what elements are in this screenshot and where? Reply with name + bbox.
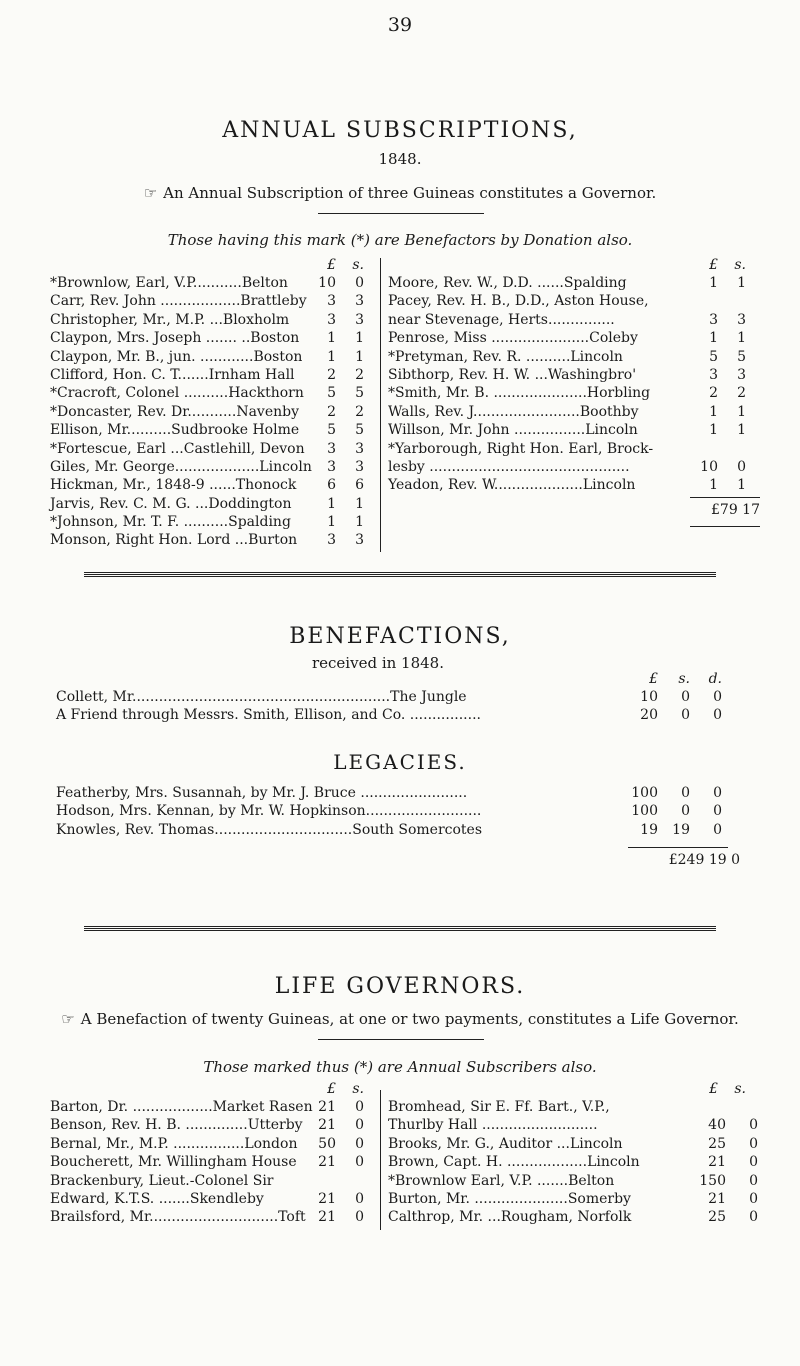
pounds-value: 1 xyxy=(327,495,336,512)
shillings-value: 0 xyxy=(355,1154,364,1171)
list-item xyxy=(388,348,760,366)
list-item xyxy=(388,440,760,458)
pounds-value: 21 xyxy=(318,1099,336,1115)
pounds-value: 25 xyxy=(708,1209,726,1226)
pounds-value: 2 xyxy=(709,385,718,402)
list-item xyxy=(50,1135,372,1153)
annual-note xyxy=(0,184,800,202)
entry-name: Claypon, Mr. B., jun. ............Boston xyxy=(50,348,303,365)
divider xyxy=(318,213,484,214)
list-item xyxy=(56,821,776,839)
shillings-value: 0 xyxy=(737,458,746,475)
list-item xyxy=(388,1190,760,1208)
shillings-value: 0 xyxy=(749,1190,758,1207)
entry-name: near Stevenage, Herts............... xyxy=(388,311,615,328)
entry-name: Hickman, Mr., 1848-9 ......Thonock xyxy=(50,477,297,494)
list-item xyxy=(388,403,760,421)
shilling-header: s. xyxy=(734,257,746,273)
list-item xyxy=(388,1098,760,1116)
column-header xyxy=(388,256,760,274)
entry-name: Edward, K.T.S. .......Skendleby xyxy=(50,1190,264,1207)
annual-left-column xyxy=(50,256,372,550)
pounds-value: 3 xyxy=(709,366,718,383)
column-header xyxy=(50,1080,372,1098)
list-item xyxy=(50,513,372,531)
entry-name: Thurlby Hall .......................... xyxy=(388,1117,598,1134)
pounds-value: 20 xyxy=(640,707,658,724)
shilling-header: s. xyxy=(352,1081,364,1097)
total-rule xyxy=(628,847,728,848)
entry-name: Ellison, Mr..........Sudbrooke Holme xyxy=(50,422,300,439)
list-item xyxy=(56,706,776,724)
list-item xyxy=(388,1116,760,1134)
pounds-value: 50 xyxy=(318,1135,336,1152)
pounds-value: 3 xyxy=(709,311,718,328)
shillings-value: 1 xyxy=(355,495,364,512)
entry-name: Penrose, Miss ......................Coleby xyxy=(388,330,638,347)
entry-name: Walls, Rev. J........................Boothby xyxy=(388,403,639,420)
section-separator xyxy=(84,926,716,931)
list-item xyxy=(50,329,372,347)
list-item xyxy=(50,421,372,439)
list-item xyxy=(388,1135,760,1153)
list-item xyxy=(388,292,760,310)
shillings-value: 0 xyxy=(749,1154,758,1171)
pence-value: 0 xyxy=(713,803,722,820)
list-item xyxy=(56,784,776,802)
pounds-value: 5 xyxy=(709,348,718,365)
life-note-text: A Benefaction of twenty Guineas, at one or two payments, constitutes a Life Governor. xyxy=(80,1010,739,1028)
entry-name: *Yarborough, Right Hon. Earl, Brock- xyxy=(388,440,654,457)
pounds-value: 100 xyxy=(631,803,658,820)
list-item xyxy=(388,1172,760,1190)
shillings-value: 2 xyxy=(737,385,746,402)
entry-name: Monson, Right Hon. Lord ...Burton xyxy=(50,532,298,549)
shillings-value: 3 xyxy=(737,311,746,328)
total-rule xyxy=(690,526,760,527)
pounds-value: 40 xyxy=(708,1117,726,1134)
shillings-value: 1 xyxy=(737,275,746,291)
pounds-value: 1 xyxy=(709,275,718,291)
list-item xyxy=(50,440,372,458)
pounds-value: 6 xyxy=(327,477,336,494)
list-item xyxy=(50,476,372,494)
pounds-value: 1 xyxy=(709,330,718,347)
shillings-value: 0 xyxy=(355,1209,364,1226)
column-header xyxy=(388,1080,760,1098)
list-item xyxy=(50,458,372,476)
entry-name: Clifford, Hon. C. T.......Irnham Hall xyxy=(50,366,295,383)
entry-name: *Doncaster, Rev. Dr...........Navenby xyxy=(50,403,299,420)
entry-name: lesby ............................................. xyxy=(388,458,630,475)
entry-name: Sibthorp, Rev. H. W. ...Washingbro' xyxy=(388,366,637,383)
shillings-value: 1 xyxy=(737,477,746,494)
annual-note-text: An Annual Subscription of three Guineas constitutes a Governor. xyxy=(163,184,657,202)
shillings-value: 3 xyxy=(355,440,364,457)
pounds-value: 1 xyxy=(709,477,718,494)
total-rule xyxy=(690,497,760,498)
entry-name: Willson, Mr. John ................Lincoln xyxy=(388,422,638,439)
shillings-value: 1 xyxy=(355,348,364,365)
shillings-value: 2 xyxy=(355,403,364,420)
list-item xyxy=(388,1153,760,1171)
shilling-header: s. xyxy=(734,1081,746,1097)
list-item xyxy=(50,311,372,329)
shillings-value: 0 xyxy=(749,1135,758,1152)
shillings-value: 1 xyxy=(355,330,364,347)
entry-name: Brooks, Mr. G., Auditor ...Lincoln xyxy=(388,1135,623,1152)
pounds-value: 10 xyxy=(700,458,718,475)
pounds-value: 3 xyxy=(327,293,336,310)
pound-header: £ xyxy=(649,671,658,687)
list-item xyxy=(50,531,372,549)
entry-name: Knowles, Rev. Thomas...............................South Somercotes xyxy=(56,821,483,838)
section-separator xyxy=(84,572,716,577)
pounds-value: 21 xyxy=(318,1117,336,1134)
list-item xyxy=(50,1190,372,1208)
entry-name: Collett, Mr..........................................................The Jungle xyxy=(56,689,467,705)
shillings-value: 2 xyxy=(355,366,364,383)
pounds-value: 1 xyxy=(327,348,336,365)
list-item xyxy=(50,1153,372,1171)
life-mark-note: Those marked thus (*) are Annual Subscribers also. xyxy=(203,1058,597,1076)
entry-name: Bernal, Mr., M.P. ................London xyxy=(50,1135,298,1152)
list-item xyxy=(50,366,372,384)
list-item xyxy=(388,311,760,329)
list-item xyxy=(388,458,760,476)
pounds-value: 3 xyxy=(327,440,336,457)
shillings-value: 0 xyxy=(355,1099,364,1115)
shilling-header: s. xyxy=(352,257,364,273)
pounds-value: 5 xyxy=(327,422,336,439)
entry-name: Boucherett, Mr. Willingham House xyxy=(50,1154,297,1171)
life-title: LIFE GOVERNORS. xyxy=(274,974,526,999)
list-item xyxy=(388,329,760,347)
life-note xyxy=(0,1010,800,1028)
pound-header: £ xyxy=(709,1081,718,1097)
pounds-value: 10 xyxy=(640,689,658,705)
entry-name: A Friend through Messrs. Smith, Ellison, and Co. ................ xyxy=(56,707,481,724)
pence-value: 0 xyxy=(713,689,722,705)
list-item xyxy=(50,1172,372,1190)
pounds-value: 3 xyxy=(327,532,336,549)
shillings-value: 1 xyxy=(355,514,364,531)
annual-total: £79 17 xyxy=(711,502,760,518)
list-item xyxy=(50,384,372,402)
life-right-column xyxy=(388,1080,760,1227)
list-item xyxy=(388,476,760,494)
entry-name: Hodson, Mrs. Kennan, by Mr. W. Hopkinson.......................... xyxy=(56,803,482,820)
shillings-value: 1 xyxy=(737,330,746,347)
column-header xyxy=(50,256,372,274)
list-item xyxy=(50,1208,372,1226)
entry-name: *Cracroft, Colonel ..........Hackthorn xyxy=(50,385,304,402)
shillings-value: 0 xyxy=(355,1190,364,1207)
pound-header: £ xyxy=(327,1081,336,1097)
list-item xyxy=(50,403,372,421)
shillings-value: 0 xyxy=(681,785,690,801)
benefactions-subtitle: received in 1848. xyxy=(311,654,444,672)
column-divider xyxy=(380,1090,381,1230)
shillings-value: 0 xyxy=(681,707,690,724)
list-item xyxy=(388,274,760,292)
pounds-value: 100 xyxy=(631,785,658,801)
entry-name: Yeadon, Rev. W....................Lincoln xyxy=(388,477,636,494)
entry-name: Moore, Rev. W., D.D. ......Spalding xyxy=(388,275,627,291)
shillings-value: 6 xyxy=(355,477,364,494)
pounds-value: 21 xyxy=(708,1190,726,1207)
list-item xyxy=(56,688,776,706)
pound-header: £ xyxy=(709,257,718,273)
pounds-value: 2 xyxy=(327,366,336,383)
list-item xyxy=(388,384,760,402)
legacies-table xyxy=(56,784,776,839)
pounds-value: 1 xyxy=(709,422,718,439)
shillings-value: 0 xyxy=(355,1135,364,1152)
entry-name: Jarvis, Rev. C. M. G. ...Doddington xyxy=(50,495,292,512)
entry-name: Featherby, Mrs. Susannah, by Mr. J. Bruce ........................ xyxy=(56,785,468,801)
pounds-value: 19 xyxy=(640,821,658,838)
entry-name: Christopher, Mr., M.P. ...Bloxholm xyxy=(50,311,290,328)
entry-name: Pacey, Rev. H. B., D.D., Aston House, xyxy=(388,293,649,310)
pounds-value: 1 xyxy=(327,330,336,347)
legacies-title: LEGACIES. xyxy=(333,750,467,774)
shillings-value: 0 xyxy=(355,1117,364,1134)
pounds-value: 21 xyxy=(708,1154,726,1171)
pounds-value: 1 xyxy=(327,514,336,531)
shillings-value: 3 xyxy=(737,366,746,383)
annual-title: ANNUAL SUBSCRIPTIONS, xyxy=(222,118,578,143)
shillings-value: 19 xyxy=(672,821,690,838)
shillings-value: 3 xyxy=(355,293,364,310)
shillings-value: 3 xyxy=(355,458,364,475)
pounds-value: 5 xyxy=(327,385,336,402)
entry-name: Brackenbury, Lieut.-Colonel Sir xyxy=(50,1172,274,1189)
annual-mark-note: Those having this mark (*) are Benefactors by Donation also. xyxy=(167,231,633,249)
life-left-column xyxy=(50,1080,372,1227)
pounds-value: 2 xyxy=(327,403,336,420)
list-item xyxy=(50,274,372,292)
entry-name: Brown, Capt. H. ..................Lincoln xyxy=(388,1154,640,1171)
pounds-value: 21 xyxy=(318,1190,336,1207)
pence-value: 0 xyxy=(713,707,722,724)
list-item xyxy=(50,1116,372,1134)
entry-name: Burton, Mr. .....................Somerby xyxy=(388,1190,631,1207)
list-item xyxy=(388,366,760,384)
pounds-value: 25 xyxy=(708,1135,726,1152)
benefactions-title: BENEFACTIONS, xyxy=(289,624,511,649)
entry-name: *Brownlow, Earl, V.P...........Belton xyxy=(50,275,288,291)
shillings-value: 0 xyxy=(749,1117,758,1134)
column-header xyxy=(56,670,776,688)
pounds-value: 21 xyxy=(318,1209,336,1226)
shillings-value: 0 xyxy=(355,275,364,291)
entry-name: *Fortescue, Earl ...Castlehill, Devon xyxy=(50,440,305,457)
entry-name: Brailsford, Mr.............................Toft xyxy=(50,1209,306,1226)
pounds-value: 1 xyxy=(709,403,718,420)
entry-name: Claypon, Mrs. Joseph ....... ..Boston xyxy=(50,330,300,347)
shillings-value: 3 xyxy=(355,532,364,549)
pence-value: 0 xyxy=(713,785,722,801)
shillings-value: 0 xyxy=(681,689,690,705)
pointing-hand-icon: ☞ xyxy=(143,184,158,202)
list-item xyxy=(388,1208,760,1226)
entry-name: Carr, Rev. John ..................Brattleby xyxy=(50,293,307,310)
list-item xyxy=(50,348,372,366)
entry-name: *Smith, Mr. B. .....................Horbling xyxy=(388,385,651,402)
shillings-value: 0 xyxy=(681,803,690,820)
entry-name: *Johnson, Mr. T. F. ..........Spalding xyxy=(50,514,291,531)
entry-name: *Pretyman, Rev. R. ..........Lincoln xyxy=(388,348,623,365)
pounds-value: 3 xyxy=(327,311,336,328)
pounds-value: 10 xyxy=(318,275,336,291)
entry-name: Giles, Mr. George...................Lincoln xyxy=(50,458,312,475)
shillings-value: 5 xyxy=(355,385,364,402)
entry-name: Bromhead, Sir E. Ff. Bart., V.P., xyxy=(388,1099,610,1115)
pound-header: £ xyxy=(327,257,336,273)
shillings-value: 5 xyxy=(737,348,746,365)
pointing-hand-icon: ☞ xyxy=(61,1010,75,1028)
shillings-value: 1 xyxy=(737,403,746,420)
shillings-value: 0 xyxy=(749,1172,758,1189)
entry-name: Barton, Dr. ..................Market Rasen xyxy=(50,1099,313,1115)
shillings-value: 5 xyxy=(355,422,364,439)
list-item xyxy=(56,802,776,820)
pence-value: 0 xyxy=(713,821,722,838)
legacies-total: £249 19 0 xyxy=(668,852,740,868)
annual-year: 1848. xyxy=(378,150,422,168)
entry-name: Benson, Rev. H. B. ..............Utterby xyxy=(50,1117,303,1134)
pence-header: d. xyxy=(708,671,722,687)
shillings-value: 1 xyxy=(737,422,746,439)
benefactions-table xyxy=(56,670,776,725)
list-item xyxy=(50,292,372,310)
entry-name: Calthrop, Mr. ...Rougham, Norfolk xyxy=(388,1209,632,1226)
shillings-value: 0 xyxy=(749,1209,758,1226)
annual-right-column xyxy=(388,256,760,495)
list-item xyxy=(50,495,372,513)
column-divider xyxy=(380,258,381,552)
shillings-value: 3 xyxy=(355,311,364,328)
pounds-value: 21 xyxy=(318,1154,336,1171)
page-number: 39 xyxy=(387,14,413,36)
pounds-value: 3 xyxy=(327,458,336,475)
entry-name: *Brownlow Earl, V.P. .......Belton xyxy=(388,1172,615,1189)
shilling-header: s. xyxy=(678,671,690,687)
pounds-value: 150 xyxy=(699,1172,726,1189)
divider xyxy=(318,1039,484,1040)
list-item xyxy=(388,421,760,439)
list-item xyxy=(50,1098,372,1116)
